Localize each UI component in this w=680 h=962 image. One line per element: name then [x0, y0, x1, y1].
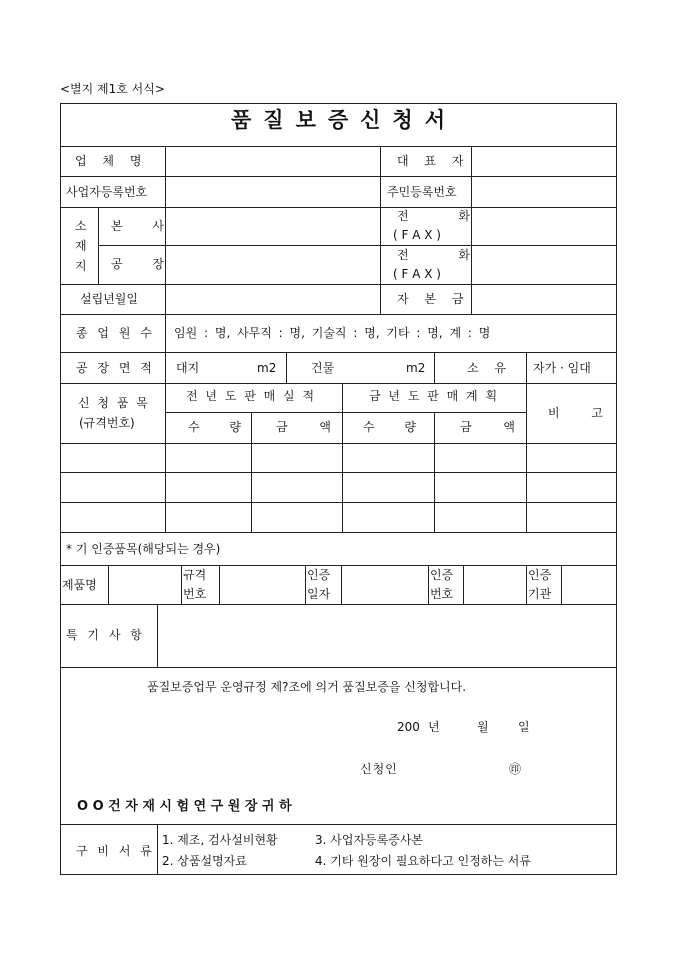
item-sub-label: (규격번호) — [79, 416, 135, 430]
form-number-label: <별지 제1호 서식> — [60, 82, 165, 96]
location-label-2: 재 — [75, 239, 87, 253]
factory-area-label: 공 장 면 적 — [76, 361, 155, 375]
date-day-unit: 일 — [518, 720, 530, 734]
addressee: O O 건 자 재 시 험 연 구 원 장 귀 하 — [77, 799, 292, 814]
quantity-header-1: 수 량 — [188, 420, 247, 434]
cert-date-label-1: 인증 — [307, 568, 331, 582]
business-reg-label: 사업자등록번호 — [66, 185, 148, 199]
this-year-plan-header: 금 년 도 판 매 계 획 — [369, 389, 500, 403]
cert-org-label-2: 기관 — [528, 587, 552, 601]
amount-header-1: 금 액 — [276, 420, 337, 434]
fax1-label: ( F A X ) — [393, 228, 441, 242]
date-year: 200 — [397, 720, 420, 734]
capital-label: 자 본 금 — [397, 292, 470, 306]
quantity-header-2: 수 량 — [363, 420, 422, 434]
declaration-statement: 품질보증업무 운영규정 제?조에 의거 품질보증을 신청합니다. — [147, 680, 467, 694]
cert-org-label-1: 인증 — [528, 568, 552, 582]
item-label: 신 청 품 목 — [78, 396, 150, 410]
building-unit: m2 — [406, 361, 426, 375]
cert-date-label-2: 일자 — [307, 587, 331, 601]
location-label-3: 지 — [75, 259, 87, 273]
building-label: 건물 — [311, 361, 335, 375]
resident-reg-label: 주민등록번호 — [387, 185, 457, 199]
document-item-4: 4. 기타 원장이 필요하다고 인정하는 서류 — [315, 854, 531, 868]
cert-no-label-1: 인증 — [430, 568, 454, 582]
cert-spec-label-1: 규격 — [183, 568, 207, 582]
representative-label: 대 표 자 — [397, 154, 470, 168]
employees-label: 종 업 원 수 — [76, 326, 155, 340]
document-item-3: 3. 사업자등록증사본 — [315, 833, 424, 847]
cert-no-label-2: 번호 — [430, 587, 454, 601]
cert-product-name-label: 제품명 — [62, 578, 97, 592]
land-unit: m2 — [257, 361, 277, 375]
established-date-label: 설립년월일 — [80, 292, 138, 306]
company-name-label: 업 체 명 — [75, 154, 148, 168]
cert-spec-label-2: 번호 — [183, 587, 207, 601]
factory-label: 공 장 — [111, 257, 170, 271]
date-year-unit: 년 — [428, 720, 440, 734]
ownership-label: 소 유 — [467, 361, 512, 375]
special-notes-label: 특 기 사 항 — [66, 628, 145, 642]
head-office-label: 본 사 — [111, 219, 170, 233]
form-title: 품질보증신청서 — [231, 107, 458, 132]
certified-products-heading: * 기 인증품목(해당되는 경우) — [66, 542, 221, 556]
land-label: 대지 — [176, 361, 200, 375]
date-month-unit: 월 — [477, 720, 489, 734]
phone2-label: 전 화 — [397, 248, 476, 262]
seal-mark: ㊞ — [509, 762, 522, 776]
documents-label: 구 비 서 류 — [76, 844, 155, 858]
location-label-1: 소 — [75, 219, 87, 233]
ownership-options: 자가 · 임대 — [533, 361, 591, 375]
document-item-1: 1. 제조, 검사설비현황 — [162, 833, 278, 847]
amount-header-2: 금 액 — [460, 420, 521, 434]
document-item-2: 2. 상품설명자료 — [162, 854, 247, 868]
phone1-label: 전 화 — [397, 209, 476, 223]
fax2-label: ( F A X ) — [393, 267, 441, 281]
applicant-label: 신청인 — [360, 762, 398, 776]
employees-detail: 임원 : 명, 사무직 : 명, 기술직 : 명, 기타 : 명, 계 : 명 — [174, 326, 491, 340]
remarks-header: 비 고 — [548, 406, 609, 420]
prev-year-sales-header: 전 년 도 판 매 실 적 — [186, 389, 317, 403]
